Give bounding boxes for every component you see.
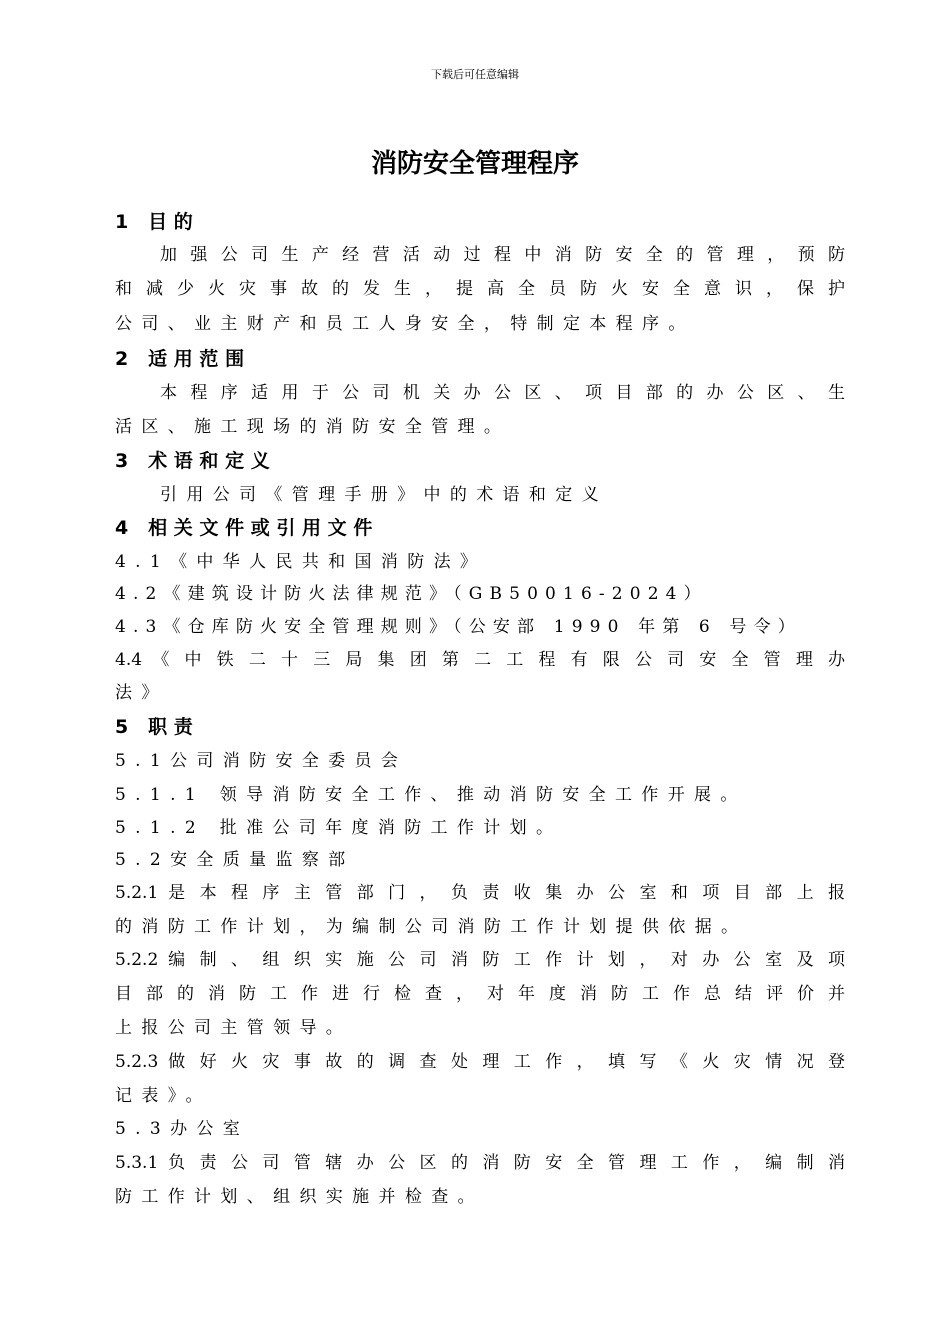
section-4-heading: 4 相关文件或引用文件 (115, 517, 379, 539)
reference-item: 4.3《仓库防火安全管理规则》（公安部 1990 年第 6 号令） (115, 617, 802, 637)
duty-item: 5.1.1 领导消防安全工作、推动消防安全工作开展。 (115, 785, 747, 805)
duty-item-cont: 目 部 的 消 防 工 作 进 行 检 查 ， 对 年 度 消 防 工 作 总 结 评 价 并 (115, 984, 845, 1004)
section-1-para-line: 公司、业主财产和员工人身安全，特制定本程序。 (115, 314, 695, 334)
duty-item-cont: 记表》。 (115, 1086, 212, 1106)
duty-item: 5.3办公室 (115, 1119, 250, 1139)
duty-item: 5.2.2 编 制 、 组 织 实 施 公 司 消 防 工 作 计 划 ， 对 办 公 室 及 项 (115, 950, 845, 970)
section-3-para-line: 引用公司《管理手册》中的术语和定义 (160, 485, 608, 505)
section-2-para-line: 本 程 序 适 用 于 公 司 机 关 办 公 区 、 项 目 部 的 办 公 区 、 生 (160, 383, 845, 403)
section-1-heading: 1 目的 (115, 211, 200, 233)
section-1-para-line: 加 强 公 司 生 产 经 营 活 动 过 程 中 消 防 安 全 的 管 理 ， 预 防 (160, 245, 845, 265)
section-5-heading: 5 职责 (115, 716, 200, 738)
reference-item-cont: 法》 (115, 683, 168, 703)
duty-item: 5.1公司消防安全委员会 (115, 751, 408, 771)
duty-item: 5.1.2 批准公司年度消防工作计划。 (115, 818, 563, 838)
page-header: 下载后可任意编辑 (431, 68, 519, 81)
duty-item-cont: 上报公司主管领导。 (115, 1018, 353, 1038)
duty-item: 5.2.3 做 好 火 灾 事 故 的 调 查 处 理 工 作 ， 填 写 《 火 灾 情 况 登 (115, 1052, 845, 1072)
duty-item: 5.3.1 负 责 公 司 管 辖 办 公 区 的 消 防 安 全 管 理 工 作 ， 编 制 消 (115, 1153, 845, 1173)
section-2-heading: 2 适用范围 (115, 348, 251, 370)
section-2-para-line: 活区、施工现场的消防安全管理。 (115, 417, 511, 437)
duty-item-cont: 的消防工作计划，为编制公司消防工作计划提供依据。 (115, 917, 748, 937)
section-3-heading: 3 术语和定义 (115, 450, 277, 472)
reference-item: 4.1《中华人民共和国消防法》 (115, 552, 487, 572)
document-title: 消防安全管理程序 (370, 149, 579, 179)
section-1-para-line: 和 减 少 火 灾 事 故 的 发 生 ， 提 高 全 员 防 火 安 全 意 识 ， 保 护 (115, 279, 845, 299)
duty-item: 5.2安全质量监察部 (115, 850, 355, 870)
duty-item-cont: 防工作计划、组织实施并检查。 (115, 1187, 484, 1207)
duty-item: 5.2.1 是 本 程 序 主 管 部 门 ， 负 责 收 集 办 公 室 和 项 目 部 上 报 (115, 883, 845, 903)
reference-item: 4.2《建筑设计防火法律规范》（GB50016-2024） (115, 584, 708, 604)
reference-item: 4.4 《 中 铁 二 十 三 局 集 团 第 二 工 程 有 限 公 司 安 全 管 理 办 (115, 650, 845, 670)
